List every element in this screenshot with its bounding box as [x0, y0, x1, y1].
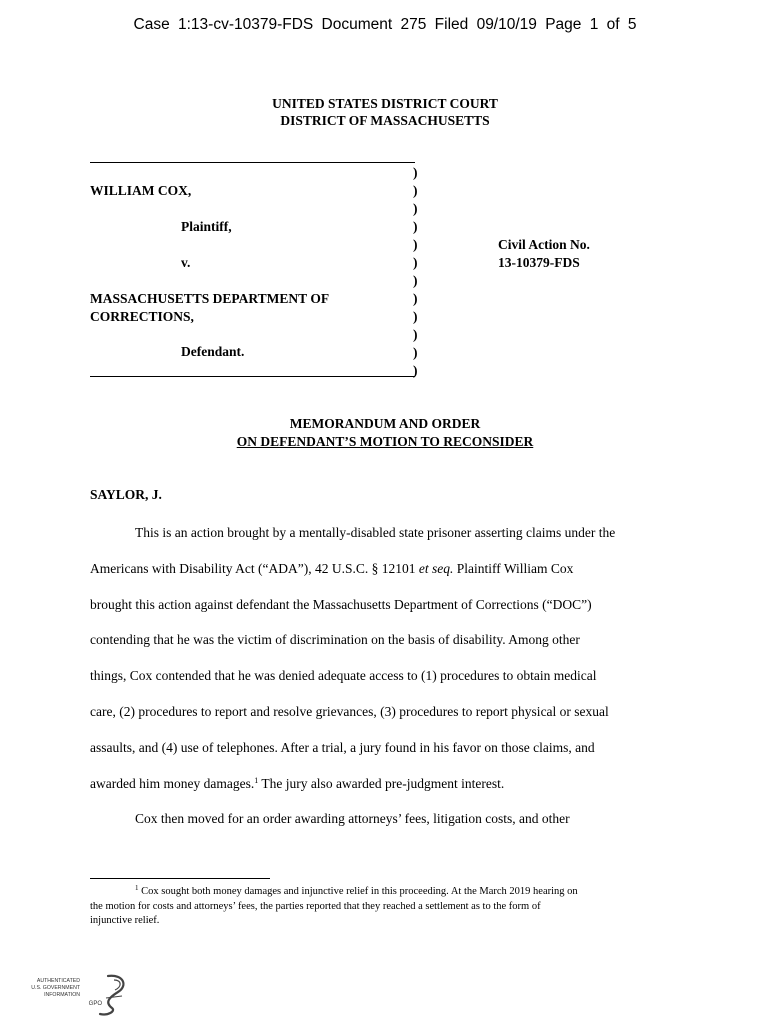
body-line: brought this action against defendant the Massachusetts Department of Corrections (“DOC”) — [90, 596, 592, 612]
case-header: Case 1:13-cv-10379-FDS Document 275 Filed 09/10/19 Page 1 of 5 — [133, 16, 637, 33]
body-line: care, (2) procedures to report and resolve grievances, (3) procedures to report physical or sexual — [90, 703, 609, 719]
body-line — [90, 766, 690, 802]
body-line: This is an action brought by a mentally-disabled state prisoner asserting claims under the — [135, 525, 616, 540]
defendant-name-line2: CORRECTIONS, — [90, 309, 194, 324]
et-seq-italic: et seq. — [418, 560, 454, 576]
plaintiff-label: Plaintiff, — [181, 219, 232, 234]
body-line: Cox then moved for an order awarding attorneys’ fees, litigation costs, and other — [135, 811, 570, 827]
footnote-separator — [90, 878, 270, 879]
court-heading — [0, 95, 770, 129]
body-line — [90, 551, 690, 587]
seal-text-line1: AUTHENTICATED — [36, 978, 80, 984]
body-text-span: Plaintiff William Cox — [453, 560, 574, 576]
footnote-reference[interactable]: 1 — [254, 775, 259, 785]
caption-rule-bottom — [90, 376, 415, 377]
defendant-name-line1: MASSACHUSETTS DEPARTMENT OF — [90, 291, 330, 306]
footnote-marker: 1 — [135, 884, 139, 892]
title-line1: MEMORANDUM AND ORDER — [289, 416, 481, 431]
body-text-span: The jury also awarded pre-judgment interest. — [258, 775, 505, 791]
judge-name: SAYLOR, J. — [90, 487, 162, 502]
seal-text-line4: GPO — [88, 1001, 102, 1007]
footnote-text: Cox sought both money damages and injunctive relief in this proceeding. At the March 2019 hearing on — [138, 886, 578, 897]
civil-action-id: 13-10379-FDS — [498, 255, 580, 270]
gpo-authentication-seal-icon — [31, 972, 132, 1018]
caption-parentheses: ) ) ) ) ) ) ) ) ) ) ) ) — [413, 165, 418, 378]
body-line: things, Cox contended that he was denied adequate access to (1) procedures to obtain medical — [90, 668, 597, 684]
footnote-line: injunctive relief. — [90, 915, 160, 926]
defendant-name — [90, 290, 329, 326]
defendant-label: Defendant. — [181, 344, 245, 359]
plaintiff-name: WILLIAM COX, — [90, 183, 192, 198]
body-text-span: awarded him money damages. — [90, 775, 255, 791]
court-district: DISTRICT OF MASSACHUSETTS — [280, 113, 490, 128]
seal-text-line3: INFORMATION — [44, 992, 80, 998]
caption-rule-top — [90, 162, 415, 163]
footnote-line — [90, 885, 680, 900]
document-title — [0, 415, 770, 451]
case-caption — [90, 162, 690, 380]
body-text — [90, 515, 690, 837]
title-line2: ON DEFENDANT’S MOTION TO RECONSIDER — [236, 434, 534, 449]
court-name: UNITED STATES DISTRICT COURT — [272, 96, 498, 111]
civil-action-number — [498, 236, 590, 272]
body-line: contending that he was the victim of discrimination on the basis of disability. Among other — [90, 632, 580, 648]
footnote-line: the motion for costs and attorneys’ fees, the parties reported that they reached a settlement as to the form of — [90, 900, 541, 912]
body-line: assaults, and (4) use of telephones. After a trial, a jury found in his favor on those claims, and — [90, 739, 595, 755]
footnote — [90, 885, 680, 929]
body-text-span: Americans with Disability Act (“ADA”), 42 U.S.C. § 12101 — [90, 560, 419, 576]
versus-label: v. — [181, 255, 191, 270]
seal-text-line2: U.S. GOVERNMENT — [31, 985, 80, 991]
civil-action-label: Civil Action No. — [498, 237, 590, 252]
